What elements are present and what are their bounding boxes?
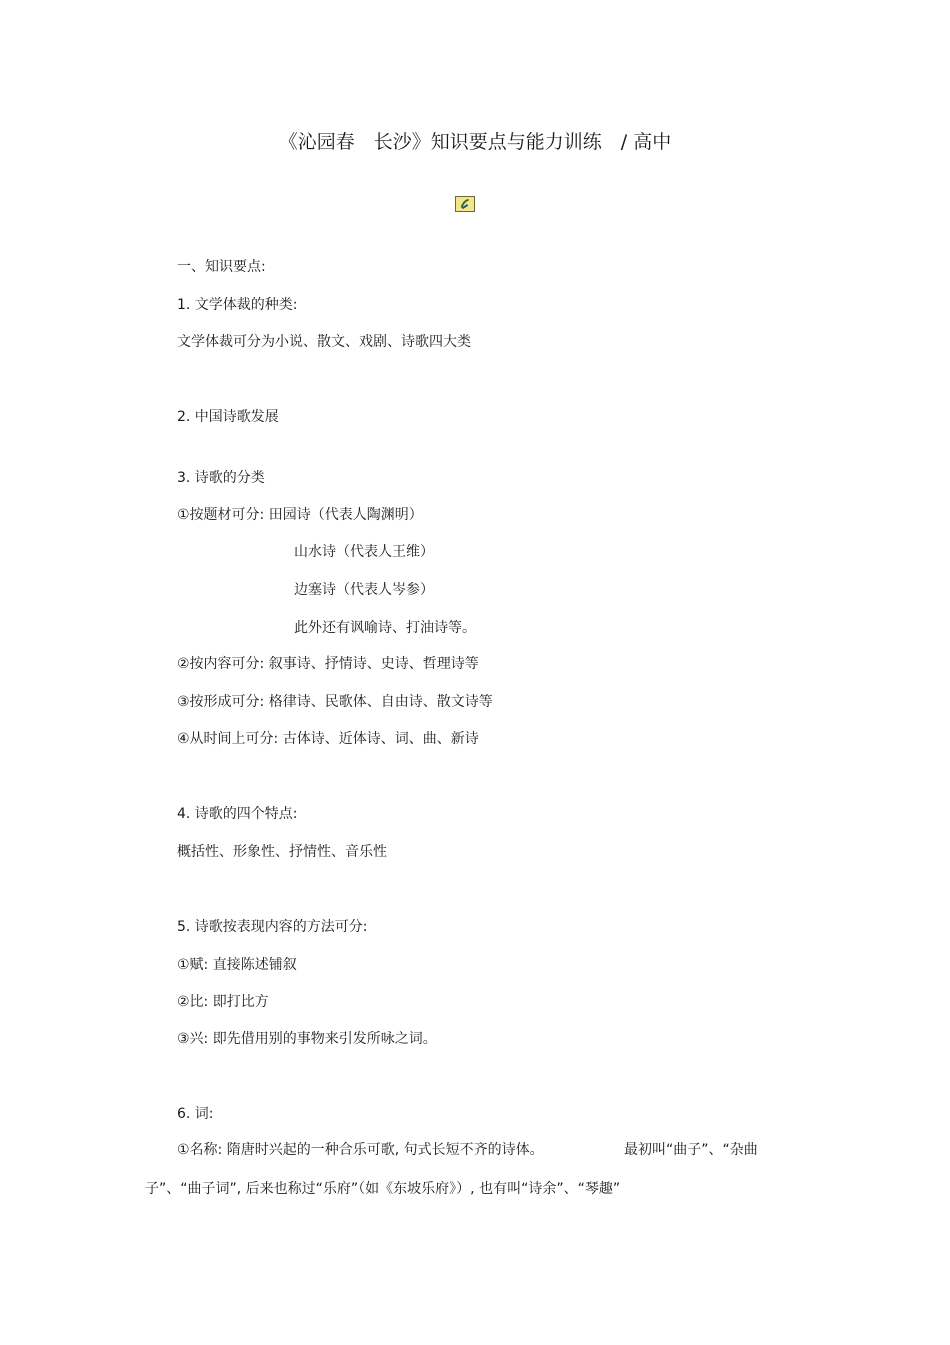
item-heading: 4. 诗歌的四个特点:	[177, 806, 298, 822]
body-line-indented: 此外还有讽喻诗、打油诗等。	[294, 620, 476, 636]
body-line: ③按形成可分: 格律诗、民歌体、自由诗、散文诗等	[177, 694, 493, 710]
document-link-icon	[455, 196, 475, 212]
item-heading: 2. 中国诗歌发展	[177, 409, 279, 425]
page-title: 《沁园春 长沙》知识要点与能力训练 / 高中	[278, 131, 672, 153]
body-line: ②按内容可分: 叙事诗、抒情诗、史诗、哲理诗等	[177, 656, 479, 672]
body-line: ①名称: 隋唐时兴起的一种合乐可歌, 句式长短不齐的诗体。	[177, 1142, 544, 1158]
body-line: ①按题材可分: 田园诗（代表人陶渊明）	[177, 507, 423, 523]
item-heading: 3. 诗歌的分类	[177, 470, 265, 486]
body-line: 文学体裁可分为小说、散文、戏剧、诗歌四大类	[177, 334, 471, 350]
item-heading: 5. 诗歌按表现内容的方法可分:	[177, 919, 368, 935]
body-line: 子”、“曲子词”, 后来也称过“乐府”（如《东坡乐府》）, 也有叫“诗余”、“琴趣”	[145, 1181, 621, 1197]
item-heading: 1. 文学体裁的种类:	[177, 297, 298, 313]
item-heading: 6. 词:	[177, 1106, 214, 1122]
body-line: ①赋: 直接陈述铺叙	[177, 957, 297, 973]
body-line: 概括性、形象性、抒情性、音乐性	[177, 844, 387, 860]
section-heading: 一、知识要点:	[177, 259, 266, 275]
body-line-indented: 山水诗（代表人王维）	[294, 544, 434, 560]
body-line: ④从时间上可分: 古体诗、近体诗、词、曲、新诗	[177, 731, 479, 747]
body-line: ③兴: 即先借用别的事物来引发所咏之词。	[177, 1031, 437, 1047]
body-line: ②比: 即打比方	[177, 994, 269, 1010]
body-line-indented: 边塞诗（代表人岑参）	[294, 582, 434, 598]
body-line-continued: 最初叫“曲子”、“杂曲	[624, 1142, 758, 1158]
